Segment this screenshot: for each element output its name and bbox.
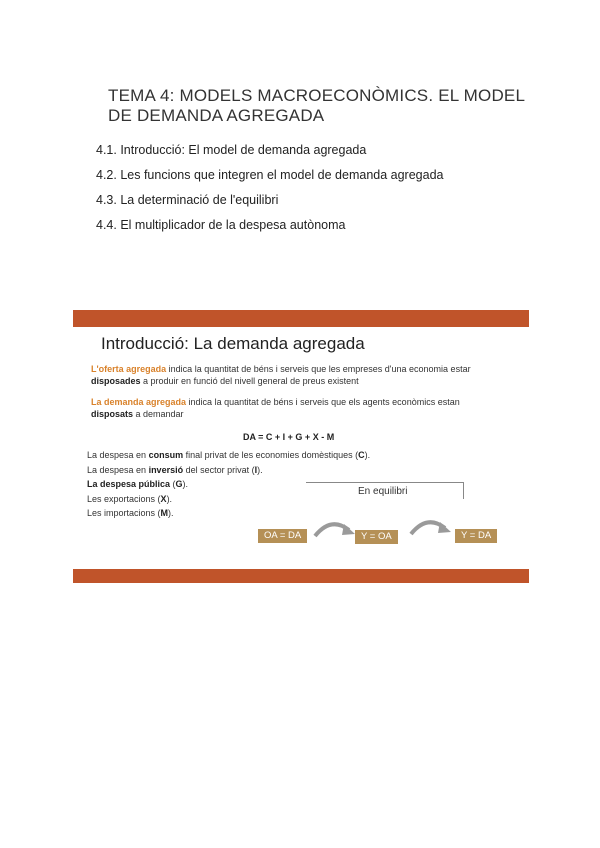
paragraph-text: a produir en funció del nivell general de preus existent — [140, 376, 359, 386]
toc-item: 4.4. El multiplicador de la despesa autònoma — [96, 218, 346, 232]
list-item: Les importacions (M). — [87, 508, 174, 518]
list-item: La despesa pública (G). — [87, 479, 189, 489]
equilibrium-label: En equilibri — [358, 486, 408, 497]
table-of-contents — [96, 143, 443, 243]
curved-arrow-icon — [311, 516, 357, 540]
aggregate-demand-formula: DA = C + I + G + X - M — [243, 432, 335, 442]
paragraph-text: indica la quantitat de béns i serveis que els agents econòmics estan — [186, 397, 460, 407]
toc-item: 4.2. Les funcions que integren el model de demanda agregada — [96, 168, 444, 182]
slide-image — [73, 310, 529, 584]
toc-item: 4.1. Introducció: El model de demanda agregada — [96, 143, 367, 157]
curved-arrow-icon — [407, 514, 453, 538]
title-line-2: DE DEMANDA AGREGADA — [108, 106, 325, 125]
equilibrium-tag-y-oa: Y = OA — [355, 530, 398, 544]
title-line-1: TEMA 4: MODELS MACROECONÒMICS. EL MODEL — [108, 86, 526, 105]
aggregate-demand-definition — [91, 396, 491, 420]
slide-top-bar — [73, 310, 529, 327]
list-item: La despesa en consum final privat de les economies domèstiques (C). — [87, 450, 371, 460]
equilibrium-tag-oa-da: OA = DA — [258, 529, 307, 543]
list-item: Les exportacions (X). — [87, 493, 173, 504]
slide-title: Introducció: La demanda agregada — [101, 334, 365, 353]
toc-item: 4.3. La determinació de l'equilibri — [96, 193, 279, 207]
document-title — [108, 86, 548, 126]
list-item: La despesa en inversió del sector privat (I). — [87, 464, 263, 475]
slide-bottom-bar — [73, 569, 529, 583]
term-aggregate-supply: L'oferta agregada — [91, 364, 167, 374]
paragraph-text: indica la quantitat de béns i serveis que les empreses d'una economia estar — [166, 364, 471, 374]
term-aggregate-demand: La demanda agregada — [91, 397, 187, 407]
bold-text: disposats — [91, 409, 134, 419]
paragraph-text: a demandar — [133, 409, 184, 419]
equilibrium-tag-y-da: Y = DA — [455, 529, 497, 543]
bold-text: disposades — [91, 376, 141, 386]
equilibrium-box — [306, 482, 464, 499]
aggregate-supply-definition — [91, 363, 491, 387]
